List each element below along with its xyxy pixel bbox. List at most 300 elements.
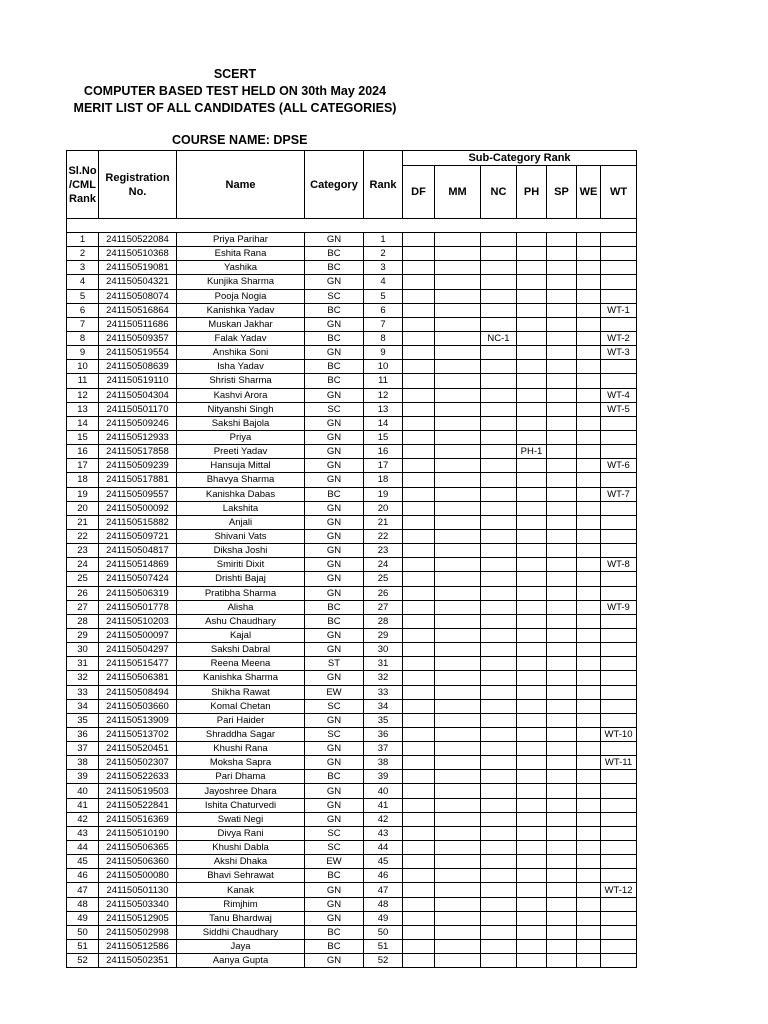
cell-registration: 241150517881 bbox=[99, 473, 177, 487]
cell-rank: 14 bbox=[364, 416, 403, 430]
cell-name: Tanu Bhardwaj bbox=[177, 911, 305, 925]
cell-slno: 36 bbox=[67, 727, 99, 741]
cell-name: Reena Meena bbox=[177, 657, 305, 671]
table-row bbox=[67, 742, 637, 756]
cell-wt: WT-2 bbox=[601, 331, 637, 345]
cell-we bbox=[577, 925, 601, 939]
cell-registration: 241150508494 bbox=[99, 685, 177, 699]
cell-slno: 8 bbox=[67, 331, 99, 345]
cell-df bbox=[403, 331, 435, 345]
cell-registration: 241150504304 bbox=[99, 388, 177, 402]
cell-we bbox=[577, 388, 601, 402]
cell-category: BC bbox=[305, 331, 364, 345]
cell-sp bbox=[547, 529, 577, 543]
cell-ph bbox=[517, 430, 547, 444]
cell-sp bbox=[547, 331, 577, 345]
table-row bbox=[67, 798, 637, 812]
table-row bbox=[67, 727, 637, 741]
cell-nc bbox=[481, 812, 517, 826]
cell-nc bbox=[481, 643, 517, 657]
cell-sp bbox=[547, 430, 577, 444]
cell-slno: 25 bbox=[67, 572, 99, 586]
cell-slno: 33 bbox=[67, 685, 99, 699]
cell-we bbox=[577, 826, 601, 840]
cell-mm bbox=[435, 445, 481, 459]
cell-name: Kanak bbox=[177, 883, 305, 897]
table-row bbox=[67, 685, 637, 699]
cell-registration: 241150504817 bbox=[99, 544, 177, 558]
cell-name: Sakshi Dabral bbox=[177, 643, 305, 657]
cell-slno: 12 bbox=[67, 388, 99, 402]
cell-nc bbox=[481, 558, 517, 572]
cell-category: GN bbox=[305, 671, 364, 685]
cell-ph bbox=[517, 614, 547, 628]
cell-slno: 21 bbox=[67, 515, 99, 529]
cell-df bbox=[403, 812, 435, 826]
cell-category: GN bbox=[305, 643, 364, 657]
cell-nc bbox=[481, 614, 517, 628]
cell-ph bbox=[517, 233, 547, 247]
table-row bbox=[67, 416, 637, 430]
cell-df bbox=[403, 303, 435, 317]
table-row bbox=[67, 275, 637, 289]
cell-wt: WT-3 bbox=[601, 346, 637, 360]
cell-sp bbox=[547, 445, 577, 459]
cell-category: BC bbox=[305, 303, 364, 317]
table-row bbox=[67, 756, 637, 770]
cell-df bbox=[403, 727, 435, 741]
cell-we bbox=[577, 303, 601, 317]
cell-category: SC bbox=[305, 841, 364, 855]
cell-slno: 45 bbox=[67, 855, 99, 869]
cell-we bbox=[577, 233, 601, 247]
cell-mm bbox=[435, 233, 481, 247]
cell-df bbox=[403, 770, 435, 784]
table-row bbox=[67, 247, 637, 261]
cell-name: Pratibha Sharma bbox=[177, 586, 305, 600]
cell-df bbox=[403, 275, 435, 289]
cell-df bbox=[403, 487, 435, 501]
cell-wt bbox=[601, 685, 637, 699]
cell-slno: 48 bbox=[67, 897, 99, 911]
cell-slno: 29 bbox=[67, 628, 99, 642]
cell-name: Sakshi Bajola bbox=[177, 416, 305, 430]
cell-wt: WT-4 bbox=[601, 388, 637, 402]
cell-category: GN bbox=[305, 388, 364, 402]
cell-registration: 241150503660 bbox=[99, 699, 177, 713]
cell-we bbox=[577, 317, 601, 331]
title-scert: SCERT bbox=[213, 67, 257, 81]
cell-we bbox=[577, 727, 601, 741]
cell-nc bbox=[481, 855, 517, 869]
cell-nc bbox=[481, 402, 517, 416]
cell-sp bbox=[547, 572, 577, 586]
cell-rank: 18 bbox=[364, 473, 403, 487]
cell-wt bbox=[601, 261, 637, 275]
cell-we bbox=[577, 841, 601, 855]
cell-we bbox=[577, 459, 601, 473]
cell-wt: WT-1 bbox=[601, 303, 637, 317]
cell-we bbox=[577, 487, 601, 501]
cell-slno: 42 bbox=[67, 812, 99, 826]
cell-ph bbox=[517, 600, 547, 614]
cell-ph bbox=[517, 487, 547, 501]
cell-rank: 37 bbox=[364, 742, 403, 756]
cell-nc bbox=[481, 883, 517, 897]
table-row bbox=[67, 954, 637, 968]
cell-df bbox=[403, 925, 435, 939]
header-subcategory-rank: Sub-Category Rank bbox=[403, 151, 637, 166]
cell-category: GN bbox=[305, 572, 364, 586]
cell-mm bbox=[435, 346, 481, 360]
cell-df bbox=[403, 685, 435, 699]
cell-mm bbox=[435, 869, 481, 883]
cell-slno: 34 bbox=[67, 699, 99, 713]
cell-slno: 1 bbox=[67, 233, 99, 247]
cell-nc bbox=[481, 430, 517, 444]
cell-nc bbox=[481, 374, 517, 388]
cell-rank: 4 bbox=[364, 275, 403, 289]
cell-nc bbox=[481, 699, 517, 713]
cell-we bbox=[577, 855, 601, 869]
cell-sp bbox=[547, 614, 577, 628]
cell-df bbox=[403, 784, 435, 798]
cell-registration: 241150502351 bbox=[99, 954, 177, 968]
table-row bbox=[67, 586, 637, 600]
table-row bbox=[67, 303, 637, 317]
cell-category: GN bbox=[305, 459, 364, 473]
cell-mm bbox=[435, 586, 481, 600]
cell-name: Ishita Chaturvedi bbox=[177, 798, 305, 812]
cell-mm bbox=[435, 770, 481, 784]
cell-nc bbox=[481, 515, 517, 529]
cell-sp bbox=[547, 558, 577, 572]
table-row bbox=[67, 855, 637, 869]
cell-nc bbox=[481, 671, 517, 685]
cell-nc bbox=[481, 657, 517, 671]
cell-sp bbox=[547, 925, 577, 939]
cell-slno: 51 bbox=[67, 940, 99, 954]
cell-wt bbox=[601, 911, 637, 925]
cell-mm bbox=[435, 515, 481, 529]
cell-registration: 241150509357 bbox=[99, 331, 177, 345]
cell-nc bbox=[481, 233, 517, 247]
cell-rank: 31 bbox=[364, 657, 403, 671]
cell-wt bbox=[601, 657, 637, 671]
cell-wt bbox=[601, 275, 637, 289]
cell-category: BC bbox=[305, 614, 364, 628]
header-registration: Registration No. bbox=[99, 151, 177, 219]
table-row bbox=[67, 233, 637, 247]
cell-df bbox=[403, 529, 435, 543]
cell-wt bbox=[601, 841, 637, 855]
cell-rank: 22 bbox=[364, 529, 403, 543]
cell-sp bbox=[547, 487, 577, 501]
table-body bbox=[67, 233, 637, 968]
cell-mm bbox=[435, 826, 481, 840]
cell-slno: 39 bbox=[67, 770, 99, 784]
cell-we bbox=[577, 614, 601, 628]
cell-registration: 241150516369 bbox=[99, 812, 177, 826]
cell-rank: 51 bbox=[364, 940, 403, 954]
cell-sp bbox=[547, 826, 577, 840]
cell-nc bbox=[481, 869, 517, 883]
cell-slno: 52 bbox=[67, 954, 99, 968]
cell-nc bbox=[481, 501, 517, 515]
cell-we bbox=[577, 445, 601, 459]
cell-sp bbox=[547, 742, 577, 756]
cell-category: GN bbox=[305, 275, 364, 289]
cell-slno: 46 bbox=[67, 869, 99, 883]
cell-category: ST bbox=[305, 657, 364, 671]
table-row bbox=[67, 544, 637, 558]
cell-name: Alisha bbox=[177, 600, 305, 614]
cell-we bbox=[577, 501, 601, 515]
cell-ph: PH-1 bbox=[517, 445, 547, 459]
cell-rank: 43 bbox=[364, 826, 403, 840]
cell-name: Diksha Joshi bbox=[177, 544, 305, 558]
cell-mm bbox=[435, 247, 481, 261]
cell-registration: 241150508074 bbox=[99, 289, 177, 303]
table-row bbox=[67, 346, 637, 360]
cell-sp bbox=[547, 756, 577, 770]
cell-we bbox=[577, 558, 601, 572]
cell-ph bbox=[517, 247, 547, 261]
cell-wt bbox=[601, 515, 637, 529]
cell-wt: WT-9 bbox=[601, 600, 637, 614]
cell-we bbox=[577, 784, 601, 798]
cell-mm bbox=[435, 925, 481, 939]
cell-rank: 34 bbox=[364, 699, 403, 713]
cell-wt bbox=[601, 713, 637, 727]
cell-category: BC bbox=[305, 925, 364, 939]
cell-registration: 241150501170 bbox=[99, 402, 177, 416]
cell-name: Shraddha Sagar bbox=[177, 727, 305, 741]
cell-ph bbox=[517, 529, 547, 543]
cell-category: SC bbox=[305, 402, 364, 416]
cell-nc bbox=[481, 954, 517, 968]
cell-slno: 30 bbox=[67, 643, 99, 657]
cell-slno: 27 bbox=[67, 600, 99, 614]
cell-sp bbox=[547, 911, 577, 925]
cell-nc bbox=[481, 247, 517, 261]
cell-wt: WT-5 bbox=[601, 402, 637, 416]
cell-sp bbox=[547, 954, 577, 968]
cell-name: Bhavya Sharma bbox=[177, 473, 305, 487]
cell-rank: 8 bbox=[364, 331, 403, 345]
cell-nc bbox=[481, 713, 517, 727]
table-row bbox=[67, 331, 637, 345]
cell-category: GN bbox=[305, 911, 364, 925]
cell-wt bbox=[601, 954, 637, 968]
header-slno: Sl.No /CML Rank bbox=[67, 151, 99, 219]
cell-mm bbox=[435, 374, 481, 388]
cell-name: Falak Yadav bbox=[177, 331, 305, 345]
cell-df bbox=[403, 402, 435, 416]
cell-ph bbox=[517, 331, 547, 345]
cell-rank: 9 bbox=[364, 346, 403, 360]
cell-slno: 49 bbox=[67, 911, 99, 925]
cell-sp bbox=[547, 671, 577, 685]
cell-nc bbox=[481, 798, 517, 812]
cell-rank: 24 bbox=[364, 558, 403, 572]
cell-registration: 241150502307 bbox=[99, 756, 177, 770]
cell-ph bbox=[517, 628, 547, 642]
cell-ph bbox=[517, 784, 547, 798]
cell-we bbox=[577, 402, 601, 416]
cell-mm bbox=[435, 289, 481, 303]
table-row bbox=[67, 897, 637, 911]
cell-df bbox=[403, 911, 435, 925]
cell-rank: 42 bbox=[364, 812, 403, 826]
cell-category: SC bbox=[305, 699, 364, 713]
cell-mm bbox=[435, 529, 481, 543]
cell-rank: 21 bbox=[364, 515, 403, 529]
table-row bbox=[67, 869, 637, 883]
cell-category: GN bbox=[305, 586, 364, 600]
cell-ph bbox=[517, 459, 547, 473]
cell-sp bbox=[547, 289, 577, 303]
header-rank: Rank bbox=[364, 151, 403, 219]
cell-category: GN bbox=[305, 784, 364, 798]
cell-sp bbox=[547, 544, 577, 558]
cell-we bbox=[577, 544, 601, 558]
cell-we bbox=[577, 742, 601, 756]
cell-rank: 48 bbox=[364, 897, 403, 911]
cell-name: Smiriti Dixit bbox=[177, 558, 305, 572]
cell-df bbox=[403, 572, 435, 586]
cell-registration: 241150514869 bbox=[99, 558, 177, 572]
cell-wt bbox=[601, 869, 637, 883]
cell-name: Kanishka Yadav bbox=[177, 303, 305, 317]
cell-name: Muskan Jakhar bbox=[177, 317, 305, 331]
cell-name: Jayoshree Dhara bbox=[177, 784, 305, 798]
cell-df bbox=[403, 317, 435, 331]
cell-rank: 40 bbox=[364, 784, 403, 798]
cell-rank: 28 bbox=[364, 614, 403, 628]
table-row bbox=[67, 713, 637, 727]
table-row bbox=[67, 826, 637, 840]
cell-slno: 41 bbox=[67, 798, 99, 812]
cell-rank: 1 bbox=[364, 233, 403, 247]
cell-category: GN bbox=[305, 501, 364, 515]
cell-registration: 241150506365 bbox=[99, 841, 177, 855]
cell-df bbox=[403, 544, 435, 558]
cell-mm bbox=[435, 855, 481, 869]
cell-mm bbox=[435, 360, 481, 374]
cell-name: Ashu Chaudhary bbox=[177, 614, 305, 628]
cell-name: Hansuja Mittal bbox=[177, 459, 305, 473]
cell-slno: 11 bbox=[67, 374, 99, 388]
cell-ph bbox=[517, 699, 547, 713]
cell-registration: 241150501130 bbox=[99, 883, 177, 897]
cell-registration: 241150512586 bbox=[99, 940, 177, 954]
cell-name: Aanya Gupta bbox=[177, 954, 305, 968]
cell-slno: 16 bbox=[67, 445, 99, 459]
cell-rank: 36 bbox=[364, 727, 403, 741]
cell-sp bbox=[547, 515, 577, 529]
cell-registration: 241150515477 bbox=[99, 657, 177, 671]
cell-ph bbox=[517, 303, 547, 317]
cell-mm bbox=[435, 713, 481, 727]
cell-nc bbox=[481, 756, 517, 770]
cell-ph bbox=[517, 812, 547, 826]
cell-nc bbox=[481, 685, 517, 699]
cell-nc bbox=[481, 317, 517, 331]
cell-category: GN bbox=[305, 954, 364, 968]
cell-rank: 19 bbox=[364, 487, 403, 501]
table-row bbox=[67, 770, 637, 784]
cell-df bbox=[403, 374, 435, 388]
cell-nc bbox=[481, 261, 517, 275]
cell-registration: 241150522633 bbox=[99, 770, 177, 784]
cell-registration: 241150519503 bbox=[99, 784, 177, 798]
cell-ph bbox=[517, 869, 547, 883]
cell-ph bbox=[517, 402, 547, 416]
cell-wt bbox=[601, 430, 637, 444]
cell-rank: 27 bbox=[364, 600, 403, 614]
cell-registration: 241150509239 bbox=[99, 459, 177, 473]
cell-df bbox=[403, 798, 435, 812]
cell-ph bbox=[517, 572, 547, 586]
table-row bbox=[67, 699, 637, 713]
table-row bbox=[67, 473, 637, 487]
cell-slno: 5 bbox=[67, 289, 99, 303]
table-row bbox=[67, 501, 637, 515]
cell-registration: 241150513909 bbox=[99, 713, 177, 727]
cell-ph bbox=[517, 473, 547, 487]
cell-we bbox=[577, 883, 601, 897]
cell-mm bbox=[435, 727, 481, 741]
cell-ph bbox=[517, 911, 547, 925]
cell-nc bbox=[481, 459, 517, 473]
cell-we bbox=[577, 331, 601, 345]
cell-sp bbox=[547, 303, 577, 317]
cell-wt bbox=[601, 614, 637, 628]
cell-ph bbox=[517, 798, 547, 812]
cell-mm bbox=[435, 388, 481, 402]
table-row bbox=[67, 628, 637, 642]
cell-nc bbox=[481, 303, 517, 317]
cell-category: GN bbox=[305, 317, 364, 331]
table-row bbox=[67, 614, 637, 628]
table-row bbox=[67, 360, 637, 374]
cell-mm bbox=[435, 275, 481, 289]
cell-sp bbox=[547, 699, 577, 713]
cell-nc bbox=[481, 826, 517, 840]
cell-rank: 45 bbox=[364, 855, 403, 869]
cell-category: GN bbox=[305, 346, 364, 360]
cell-ph bbox=[517, 713, 547, 727]
cell-we bbox=[577, 529, 601, 543]
table-row bbox=[67, 657, 637, 671]
table-row bbox=[67, 515, 637, 529]
cell-we bbox=[577, 699, 601, 713]
cell-mm bbox=[435, 317, 481, 331]
cell-df bbox=[403, 756, 435, 770]
cell-slno: 24 bbox=[67, 558, 99, 572]
cell-wt: WT-7 bbox=[601, 487, 637, 501]
cell-name: Anjali bbox=[177, 515, 305, 529]
cell-rank: 10 bbox=[364, 360, 403, 374]
cell-name: Akshi Dhaka bbox=[177, 855, 305, 869]
header-mm: MM bbox=[435, 166, 481, 219]
cell-rank: 5 bbox=[364, 289, 403, 303]
cell-nc bbox=[481, 289, 517, 303]
cell-sp bbox=[547, 643, 577, 657]
cell-mm bbox=[435, 544, 481, 558]
cell-nc bbox=[481, 360, 517, 374]
